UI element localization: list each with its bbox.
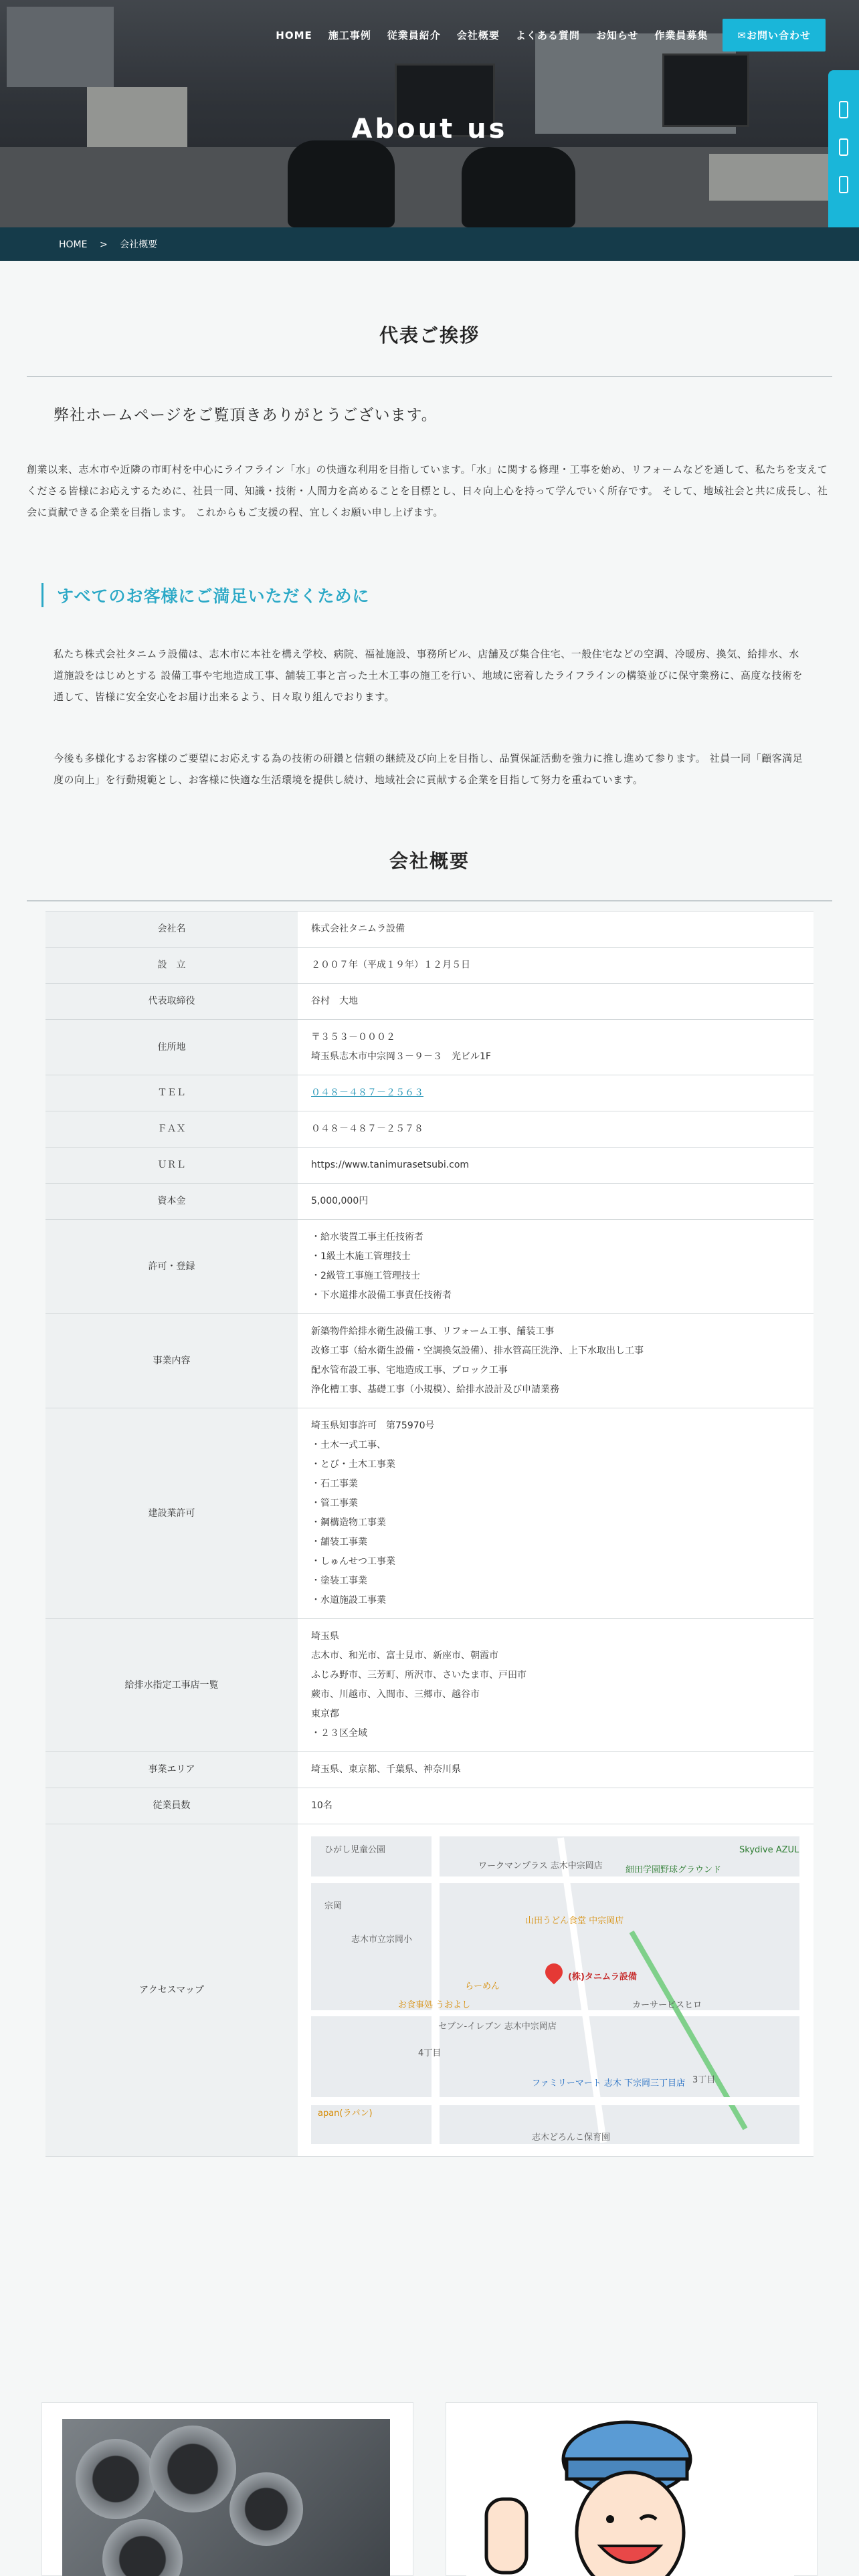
map-label: ひがし児童公園	[324, 1845, 386, 1855]
company-value-line: ・水道施設工事業	[311, 1595, 386, 1606]
company-value-line: ・２３区全域	[311, 1728, 367, 1739]
company-value-line: 埼玉県志木市中宗岡３－９－３ 光ビル1F	[311, 1051, 491, 1062]
company-value-line: 〒３５３－０００２	[311, 1032, 395, 1043]
company-row	[45, 1220, 814, 1314]
map-label: らーめん	[465, 1981, 500, 1992]
nav-works[interactable]: 施工事例	[328, 29, 371, 41]
map-label: 3丁目	[692, 2075, 716, 2085]
map-label: 志木市立宗岡小	[351, 1935, 413, 1945]
map-label: お食事処 うおよし	[398, 2000, 471, 2010]
satisfaction-para-1: 私たち株式会社タニムラ設備は、志木市に本社を構え学校、病院、福祉施設、事務所ビル、店舗及び集合住宅、一般住宅などの空調、冷暖房、換気、給排水、水道施設をはじめとする 設備工事や宅地造成工事、舗装工事と言った土木工事の施工を行い、地域に密着したライフラインの構築並びに保守業務に、高度な技術を通して、皆様に安全安心をお届け出来るよう、日々取り組んでおります。	[54, 648, 803, 703]
card-works[interactable]	[41, 2402, 413, 2576]
company-row-label: アクセスマップ	[45, 1824, 298, 2157]
company-value-line: ・石工事業	[311, 1479, 358, 1489]
worker-illustration	[466, 2419, 794, 2576]
company-row-value	[298, 1020, 814, 1075]
map-label: Skydive AZUL	[739, 1845, 799, 1855]
company-row	[45, 1408, 814, 1619]
page-title: About us	[351, 114, 508, 144]
company-row-value	[298, 911, 814, 948]
company-row	[45, 1619, 814, 1752]
company-row-label: 事業エリア	[45, 1752, 298, 1788]
access-map[interactable]	[311, 1836, 799, 2144]
breadcrumb-current: 会社概要	[120, 239, 158, 250]
company-value-line: ２００７年（平成１９年）１２月５日	[311, 960, 470, 970]
tel-link[interactable]: ０４８－４８７－２５６３	[311, 1087, 423, 1098]
section-divider	[27, 900, 832, 901]
company-row-label: 代表取締役	[45, 984, 298, 1020]
map-label: ワークマンプラス 志木中宗岡店	[478, 1861, 603, 1871]
company-row-value	[298, 1752, 814, 1788]
company-row-label: ＴＥＬ	[45, 1075, 298, 1111]
nav-staff[interactable]: 従業員紹介	[387, 29, 441, 41]
company-row	[45, 1824, 814, 2157]
company-value-line: 埼玉県知事許可 第75970号	[311, 1420, 435, 1431]
company-row-label: 許可・登録	[45, 1220, 298, 1314]
main-nav	[260, 19, 826, 51]
satisfaction-title: すべてのお客様にご満足いただくために	[41, 583, 370, 607]
company-value-line: 蕨市、川越市、入間市、三郷市、越谷市	[311, 1689, 480, 1700]
greeting-body: 創業以来、志木市や近隣の市町村を中心にライフライン「水」の快適な利用を目指しています。「水」に関する修理・工事を始め、リフォームなどを通して、私たちを支えてくださる皆様にお応えするために、社員一同、知識・技術・人間力を高めることを目標とし、日々向上心を持って学んでいく所存です。 そして、地域社会と共に成長し、社会に貢献できる企業を目指します。 これからもご支援の程、宜しくお願い申し上げます。	[27, 463, 828, 518]
company-value-line: 谷村 大地	[311, 996, 358, 1006]
company-row-value	[298, 1111, 814, 1148]
map-road	[311, 2097, 799, 2105]
company-value-line: 埼玉県	[311, 1631, 339, 1642]
company-value-line: 株式会社タニムラ設備	[311, 924, 405, 934]
company-value-line: 10名	[311, 1800, 332, 1811]
company-row-label: 住所地	[45, 1020, 298, 1075]
company-row-value	[298, 984, 814, 1020]
map-label: 志木どろんこ保育園	[532, 2133, 611, 2143]
company-value-line: ・管工事業	[311, 1498, 358, 1509]
company-row-value	[298, 1148, 814, 1184]
nav-news[interactable]: お知らせ	[595, 29, 639, 41]
card-staff[interactable]	[446, 2402, 818, 2576]
company-value-line: 新築物件給排水衛生設備工事、リフォーム工事、舗装工事	[311, 1326, 555, 1337]
company-value-line: ・鋼構造物工事業	[311, 1517, 386, 1528]
company-row-label: 従業員数	[45, 1788, 298, 1824]
map-label: セブン-イレブン 志木中宗岡店	[438, 2022, 557, 2032]
staff-illustration	[466, 2419, 794, 2576]
company-value-line: 改修工事（給水衛生設備・空調換気設備）、排水管高圧洗浄、上下水取出し工事	[311, 1346, 644, 1356]
company-row-label: ＦＡＸ	[45, 1111, 298, 1148]
company-row-value	[298, 1824, 814, 2157]
company-value-line: ・塗装工事業	[311, 1576, 367, 1586]
company-title: 会社概要	[389, 850, 470, 872]
company-row-value	[298, 1619, 814, 1752]
company-value-line: 埼玉県、東京都、千葉県、神奈川県	[311, 1764, 461, 1775]
breadcrumb-home[interactable]: HOME	[59, 239, 88, 250]
map-road	[311, 1876, 799, 1883]
company-row	[45, 1020, 814, 1075]
company-value-line: 配水管布設工事、宅地造成工事、ブロック工事	[311, 1365, 508, 1376]
breadcrumb-separator: >	[99, 239, 108, 250]
company-value-line: ・舗装工事業	[311, 1537, 367, 1547]
company-row-label: 建設業許可	[45, 1408, 298, 1619]
company-row-label: 事業内容	[45, 1314, 298, 1408]
company-value-line: 志木市、和光市、富士見市、新座市、朝霞市	[311, 1650, 498, 1661]
company-value-line: ふじみ野市、三芳町、所沢市、さいたま市、戸田市	[311, 1670, 527, 1681]
greeting-headline: 弊社ホームページをご覧頂きありがとうございます。	[54, 407, 438, 424]
company-row	[45, 1075, 814, 1111]
company-value-line: ・しゅんせつ工事業	[311, 1556, 395, 1567]
company-row	[45, 1752, 814, 1788]
greeting-title: 代表ご挨拶	[379, 324, 480, 346]
section-divider	[27, 376, 832, 377]
side-floating-menu[interactable]	[828, 70, 859, 251]
map-label: カーサービスヒロ	[632, 2000, 702, 2010]
company-row-value	[298, 1220, 814, 1314]
line-icon[interactable]	[839, 176, 848, 193]
company-value-line: https://www.tanimurasetsubi.com	[311, 1160, 470, 1170]
nav-faq[interactable]: よくある質問	[515, 29, 580, 41]
mail-icon[interactable]	[839, 138, 848, 156]
map-label: ファミリーマート 志木 下宗岡三丁目店	[532, 2078, 686, 2088]
company-row-value	[298, 1408, 814, 1619]
company-value-line: ０４８－４８７－２５７８	[311, 1123, 423, 1134]
company-value-line: 5,000,000円	[311, 1196, 369, 1206]
pipes-photo	[62, 2419, 390, 2576]
location-pin-icon[interactable]	[542, 1960, 567, 1985]
company-row	[45, 1148, 814, 1184]
company-row-label: 資本金	[45, 1184, 298, 1220]
company-row-value	[298, 948, 814, 984]
company-row-value	[298, 1184, 814, 1220]
company-row	[45, 948, 814, 984]
map-label: 宗岡	[324, 1901, 343, 1911]
map-road	[311, 2010, 799, 2016]
company-row-label: 会社名	[45, 911, 298, 948]
breadcrumb	[0, 227, 859, 261]
company-table	[45, 911, 814, 2157]
company-row	[45, 1788, 814, 1824]
map-label: 山田うどん食堂 中宗岡店	[525, 1916, 624, 1926]
company-row	[45, 1314, 814, 1408]
company-row	[45, 1111, 814, 1148]
company-value-line: 浄化槽工事、基礎工事（小規模）、給排水設計及び申請業務	[311, 1384, 559, 1395]
company-row-label: 設 立	[45, 948, 298, 984]
company-row-label: 給排水指定工事店一覧	[45, 1619, 298, 1752]
company-value-line: ・2級管工事施工管理技士	[311, 1271, 420, 1281]
company-row-value	[298, 1788, 814, 1824]
map-label: 細田学園野球グラウンド	[626, 1865, 722, 1875]
company-row-value	[298, 1075, 814, 1111]
map-label: apan(ラパン)	[318, 2109, 373, 2119]
company-row-value	[298, 1314, 814, 1408]
contact-button[interactable]: ✉お問い合わせ	[723, 19, 826, 51]
company-value-line: 東京都	[311, 1709, 339, 1719]
company-row-label: ＵＲＬ	[45, 1148, 298, 1184]
satisfaction-para-2: 今後も多様化するお客様のご要望にお応えする為の技術の研鑽と信頼の継続及び向上を目指し、品質保証活動を強力に推し進めて参ります。 社員一同「顧客満足度の向上」を行動規範とし、お客様に快適な生活環境を提供し続け、地域社会に貢献する企業を目指して努力を重ねています。	[54, 752, 803, 786]
nav-home[interactable]: HOME	[276, 29, 312, 41]
nav-recruit[interactable]: 作業員募集	[654, 29, 708, 41]
company-value-line: ・下水道排水設備工事責任技術者	[311, 1290, 452, 1301]
company-value-line: ・1級土木施工管理技士	[311, 1251, 411, 1262]
company-row	[45, 984, 814, 1020]
company-value-line: ・とび・土木工事業	[311, 1459, 395, 1470]
phone-icon[interactable]	[839, 101, 848, 118]
map-label: (株)タニムラ設備	[568, 1972, 637, 1982]
nav-company[interactable]: 会社概要	[456, 29, 500, 41]
company-value-line: ・土木一式工事、	[311, 1440, 386, 1451]
company-row	[45, 911, 814, 948]
map-label: 4丁目	[418, 2048, 442, 2058]
company-row	[45, 1184, 814, 1220]
company-value-line: ・給水装置工事主任技術者	[311, 1232, 423, 1243]
